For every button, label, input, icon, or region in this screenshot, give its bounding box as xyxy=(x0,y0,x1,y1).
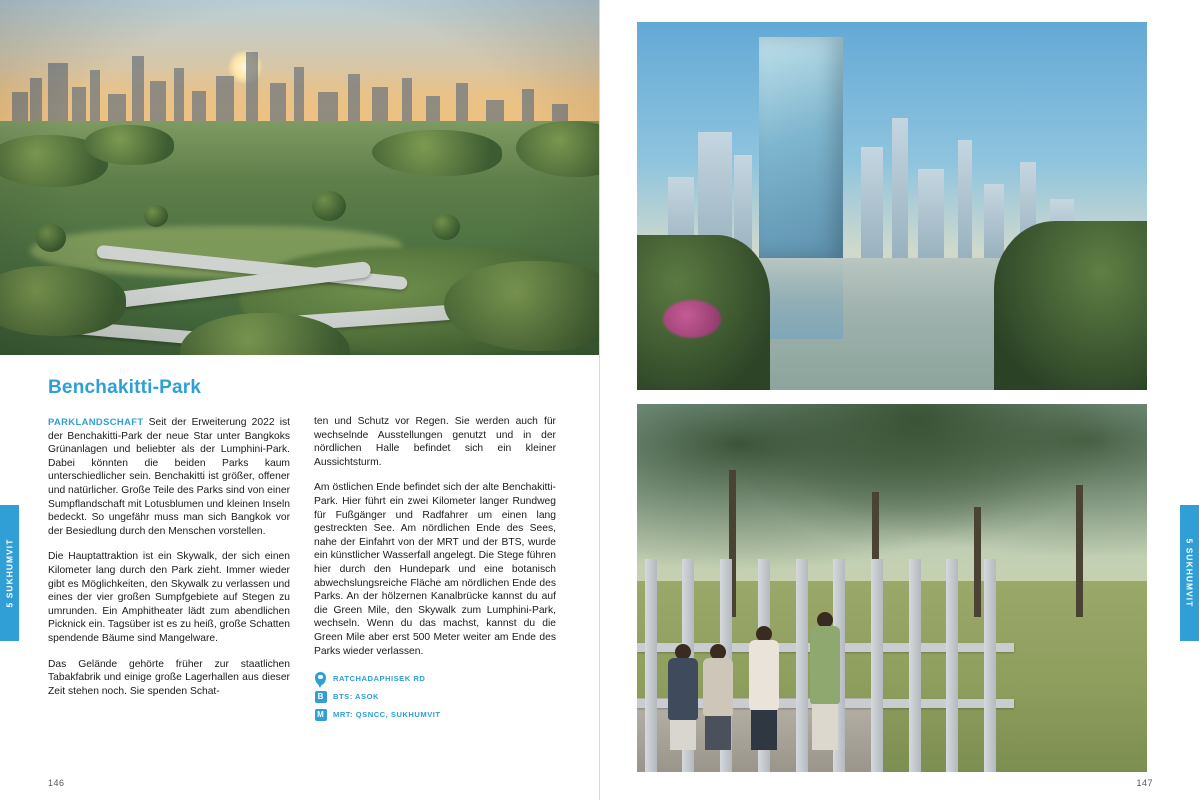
text-columns xyxy=(48,415,556,726)
skyscraper-reflection xyxy=(759,258,843,339)
person-figure xyxy=(703,644,733,750)
person-figure xyxy=(810,612,840,750)
mrt-badge-icon: M xyxy=(314,708,327,721)
list-item xyxy=(314,690,556,703)
photo-lake-skyscraper xyxy=(637,22,1147,390)
location-pin-icon xyxy=(314,672,327,685)
paragraph xyxy=(48,415,290,538)
section-kicker: PARKLANDSCHAFT xyxy=(48,416,144,427)
list-item xyxy=(314,672,556,685)
hero-image-benchakitti-aerial xyxy=(0,0,600,355)
chapter-tab-right xyxy=(1180,505,1199,641)
column-one xyxy=(48,415,290,726)
info-address: RATCHADAPHISEK RD xyxy=(333,674,426,684)
page-number-left: 146 xyxy=(48,778,65,788)
chapter-tab-left-label: 5 SUKHUMVIT xyxy=(4,538,15,608)
paragraph: Das Gelände gehörte früher zur staatlichen Tabakfabrik und einige große Lagerhallen aus dieser Zeit stehen noch. Sie spenden Schat- xyxy=(48,658,290,697)
info-mrt: MRT: QSNCC, SUKHUMVIT xyxy=(333,710,441,720)
person-figure xyxy=(668,644,698,750)
skyscraper-main xyxy=(759,37,843,258)
list-item xyxy=(314,708,556,721)
photo-visitors-railing xyxy=(637,404,1147,772)
column-two xyxy=(314,415,556,726)
article-body xyxy=(0,355,600,800)
bougainvillea-flowers xyxy=(663,300,721,338)
chapter-tab-right-label: 5 SUKHUMVIT xyxy=(1184,538,1195,608)
info-bts: BTS: ASOK xyxy=(333,692,379,702)
person-figure xyxy=(749,626,779,750)
paragraph: Die Hauptattraktion ist ein Skywalk, der sich einen Kilometer lang durch den Park zieht. Immer wieder gibt es Möglichkeiten, den Skywalk zu verlassen und eines der vier großen Sumpfgebiete auf Stegen zu umrunden. Ein Amphitheater lädt zum abendlichen Picknick ein. Tagsüber ist es zu heiß, große Schatten spendende Bäume sind Mangelware. xyxy=(48,551,290,644)
page-number-right: 147 xyxy=(1136,778,1153,788)
chapter-tab-left xyxy=(0,505,19,641)
paragraph: ten und Schutz vor Regen. Sie werden auch für wechselnde Ausstellungen genutzt und in der nördlichen Halle befindet sich ein kleiner Aussichtsturm. xyxy=(314,416,556,468)
bts-badge-icon: B xyxy=(314,690,327,703)
info-list xyxy=(314,672,556,721)
right-page xyxy=(600,0,1199,800)
paragraph-text: Seit der Erweiterung 2022 ist der Benchakitti-Park der neue Star unter Bangkoks Grünanlagen und beliebter als der Lumphini-Park. Dabei könnten die beiden Parks kaum unterschiedlicher sein. Benchakitti ist größer, offener und natürlicher. Große Teile des Parks sind von einer Sumpflandschaft mit Lotusblumen und kleinen Inseln bedeckt. So ungefähr muss man sich Bangkok vor der Besiedlung durch den Menschen vorstellen. xyxy=(48,417,290,537)
page-title: Benchakitti-Park xyxy=(48,377,202,398)
paragraph: Am östlichen Ende befindet sich der alte Benchakitti-Park. Hier führt ein zwei Kilometer langer Rundweg für Fußgänger und Radfahrer um einen lang gestreckten See. Am nördlichen Ende des Sees, nahe der Einfahrt von der MRT und der BTS, wurde ein künstlicher Wasserfall angelegt. Die Stege führen hier durch den Hundepark und eine botanisch abwechslungsreiche Fläche am nördlichen Ende des Parks. An der hölzernen Kanalbrücke kannst du auf die Green Mile, den Skywalk zum Lumphini-Park, wechseln. Wenn du das machst, kannst du die Green Mile aber erst 500 Meter weiter am Ende des Parks wieder verlassen. xyxy=(314,482,556,657)
